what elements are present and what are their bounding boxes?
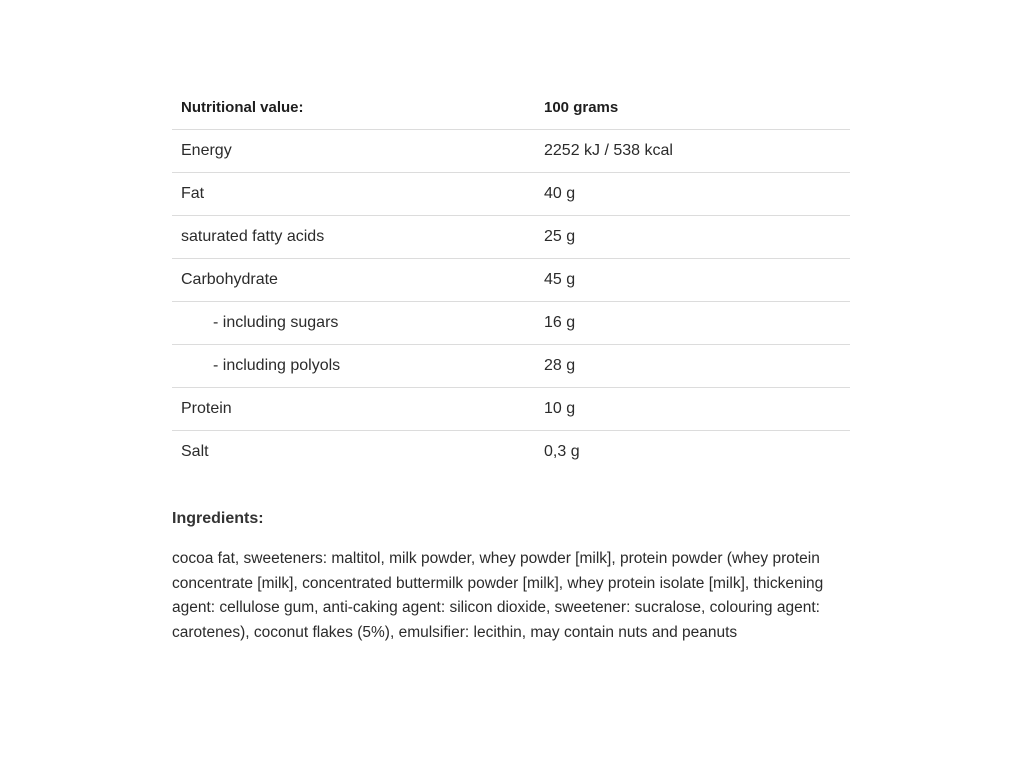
nutrition-table: [172, 86, 850, 473]
nutrient-label-polyols: - including polyols: [172, 344, 535, 387]
table-row: [172, 387, 850, 430]
nutrition-header-value: 100 grams: [535, 86, 850, 129]
table-row: [172, 344, 850, 387]
nutrient-label-sugars: - including sugars: [172, 301, 535, 344]
nutrient-value-saturated-fatty-acids: 25 g: [535, 215, 850, 258]
nutrition-header-row: [172, 86, 850, 129]
nutrient-value-protein: 10 g: [535, 387, 850, 430]
nutrition-header-label: Nutritional value:: [172, 86, 535, 129]
nutrient-label-carbohydrate: Carbohydrate: [172, 258, 535, 301]
nutrient-value-carbohydrate: 45 g: [535, 258, 850, 301]
table-row: [172, 258, 850, 301]
nutrient-value-salt: 0,3 g: [544, 442, 580, 460]
table-row: [172, 215, 850, 258]
table-row: [172, 430, 850, 473]
nutrient-label-protein: Protein: [172, 387, 535, 430]
table-row: [172, 129, 850, 172]
nutrient-label-fat: Fat: [172, 172, 535, 215]
nutrient-label-salt: Salt: [181, 442, 209, 460]
nutrient-label-saturated-fatty-acids: saturated fatty acids: [172, 215, 535, 258]
nutrient-label-energy: Energy: [172, 129, 535, 172]
nutrient-value-fat: 40 g: [535, 172, 850, 215]
nutrient-value-energy: 2252 kJ / 538 kcal: [535, 129, 850, 172]
table-row: [172, 301, 850, 344]
ingredients-heading: Ingredients:: [172, 510, 264, 527]
table-row: [172, 172, 850, 215]
nutrient-value-sugars: 16 g: [535, 301, 850, 344]
ingredients-text: cocoa fat, sweeteners: maltitol, milk powder, whey powder [milk], protein powder (whey protein concentrate [milk], concentrated buttermilk powder [milk], whey protein isolate [milk], thickening agent: cellulose gum, anti-caking agent: silicon dioxide, sweetener: sucralose, colouring agent: carotenes), coconut flakes (5%), emulsifier: lecithin, may contain nuts and peanuts: [172, 550, 824, 641]
nutrient-value-polyols: 28 g: [535, 344, 850, 387]
